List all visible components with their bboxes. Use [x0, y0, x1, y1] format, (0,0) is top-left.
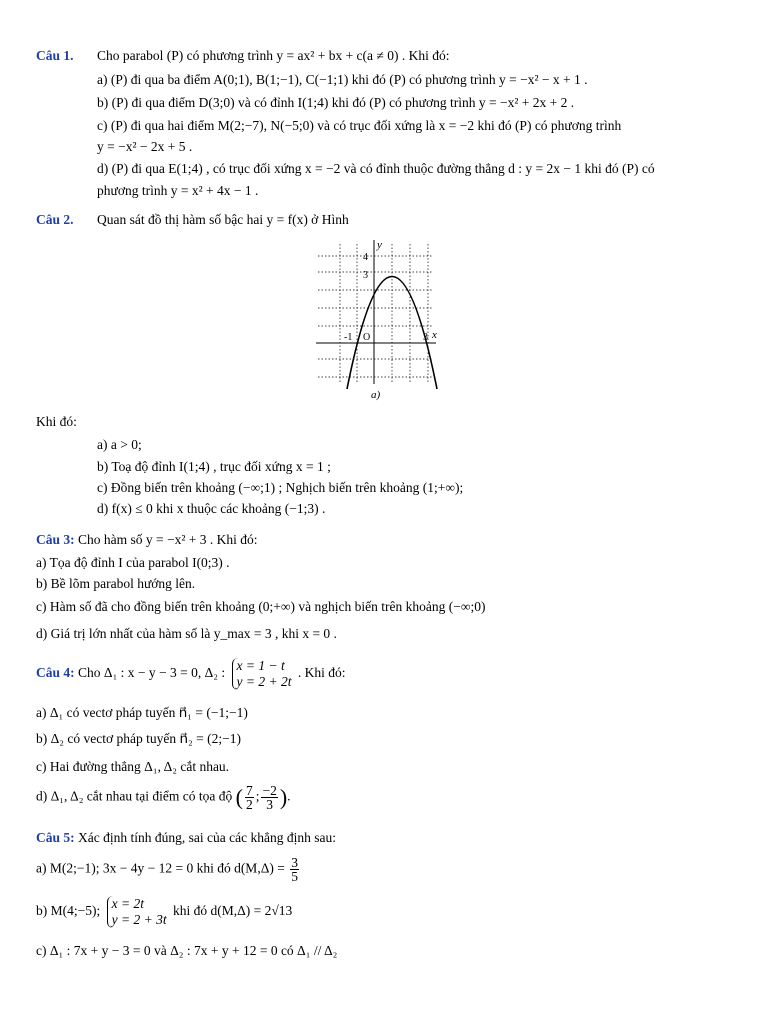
q3-option-d: d) Giá trị lớn nhất của hàm số là y_max = 3 , khi x = 0 .: [36, 626, 337, 641]
q1-option-b: b) (P) đi qua điểm D(3;0) và có đỉnh I(1;4) khi đó (P) có phương trình y = −x² + 2x + 2 .: [97, 95, 575, 110]
q2-option-a: a) a > 0;: [97, 437, 142, 452]
q3-stem: Cho hàm số y = −x² + 3 . Khi đó:: [78, 532, 258, 547]
q4-label: Câu 4:: [36, 665, 75, 681]
q2-header: [36, 212, 74, 228]
q2-option-d: d) f(x) ≤ 0 khi x thuộc các khoảng (−1;3) .: [97, 501, 326, 516]
tick-minus-1: -1: [344, 332, 353, 343]
q4-system: [232, 658, 292, 690]
q2-khi-do: Khi đó:: [36, 414, 77, 429]
q4-stem-pre: Cho Δ₁ : x − y − 3 = 0, Δ₂ :: [78, 665, 226, 681]
q5-b-sys-line1: x = 2t: [111, 896, 144, 911]
q3-label: Câu 3:: [36, 532, 75, 547]
q5-b-sys-line2: y = 2 + 3t: [111, 912, 167, 927]
q4-d-paren-open: (: [235, 784, 243, 810]
x-axis-label: x: [432, 329, 437, 341]
y-axis-label: y: [377, 239, 382, 251]
q3-option-a: a) Tọa độ đỉnh I của parabol I(0;3) .: [36, 555, 230, 570]
q1-label: Câu 1.: [36, 48, 74, 63]
q5-option-a: [36, 856, 301, 883]
q5-b-post: khi đó d(M,Δ) = 2√13: [172, 903, 293, 919]
q4-d-frac1: $\frac{7}{2}$: [245, 783, 253, 812]
q4-option-d: d) Δ₁, Δ₂ cắt nhau tại điểm có tọa độ ( $\frac{7}{2}$ ; $\frac{-2}{3}$ ).: [36, 783, 291, 812]
parabola-graph: [310, 234, 440, 404]
q1-option-c-line1: c) (P) đi qua hai điểm M(2;−7), N(−5;0) và có trục đối xứng là x = −2 khi đó (P) có phương trình: [97, 118, 622, 133]
q4-sys-line1: x = 1 − t: [236, 658, 285, 673]
q1-option-d-line1: d) (P) đi qua E(1;4) , có trục đối xứng x = −2 và có đỉnh thuộc đường thẳng d : y = 2x − 1 khi đó (P) có: [97, 161, 655, 176]
q5-option-b: [36, 896, 292, 928]
q4-option-b: b) Δ₂ có vectơ pháp tuyến n⃗₂ = (2;−1): [36, 731, 241, 746]
q2-label: Câu 2.: [36, 212, 74, 227]
q1-stem: Cho parabol (P) có phương trình y = ax² + bx + c(a ≠ 0) . Khi đó:: [97, 48, 450, 63]
q4-d-text: d) Δ₁, Δ₂ cắt nhau tại điểm có tọa độ: [36, 788, 233, 804]
q5-header: [36, 830, 336, 846]
q3-option-b: b) Bề lõm parabol hướng lên.: [36, 576, 196, 591]
tick-3: 3: [363, 270, 368, 281]
q2-option-c: c) Đồng biến trên khoảng (−∞;1) ; Nghịch biến trên khoảng (1;+∞);: [97, 480, 464, 495]
q5-b-pre: b) M(4;−5);: [36, 903, 101, 919]
q3-option-c: c) Hàm số đã cho đồng biến trên khoảng (0;+∞) và nghịch biến trên khoảng (−∞;0): [36, 599, 486, 614]
q4-option-c: c) Hai đường thẳng Δ₁, Δ₂ cắt nhau.: [36, 759, 230, 774]
q5-a-frac: $\frac{3}{5}$: [291, 855, 298, 884]
q5-b-system: [107, 896, 167, 928]
graph-caption: a): [371, 389, 381, 401]
q4-header: [36, 658, 346, 690]
q4-d-paren-close: ): [279, 784, 288, 810]
q5-option-c: c) Δ₁ : 7x + y − 3 = 0 và Δ₂ : 7x + y + 12 = 0 có Δ₁ // Δ₂: [36, 943, 338, 958]
q5-label: Câu 5:: [36, 830, 75, 845]
q4-stem-post: . Khi đó:: [297, 665, 346, 681]
q1-option-d-line2: phương trình y = x² + 4x − 1 .: [97, 183, 259, 198]
q2-option-b: b) Toạ độ đỉnh I(1;4) , trục đối xứng x = 1 ;: [97, 459, 331, 474]
q5-stem: Xác định tính đúng, sai của các khẳng định sau:: [78, 830, 336, 845]
tick-4: 4: [363, 252, 368, 263]
q4-option-a: a) Δ₁ có vectơ pháp tuyến n⃗₁ = (−1;−1): [36, 705, 248, 720]
tick-3-x: 3: [423, 332, 428, 343]
q1-header: [36, 48, 74, 64]
q5-a-text: a) M(2;−1); 3x − 4y − 12 = 0 khi đó d(M,Δ) =: [36, 860, 285, 876]
q3-header: [36, 532, 258, 548]
q4-sys-line2: y = 2 + 2t: [236, 674, 292, 689]
q2-stem: Quan sát đồ thị hàm số bậc hai y = f(x) ở Hình: [97, 212, 349, 227]
q4-d-frac2: $\frac{-2}{3}$: [262, 783, 277, 812]
origin-label: O: [363, 332, 371, 343]
q1-option-c-line2: y = −x² − 2x + 5 .: [97, 139, 193, 154]
q1-option-a: a) (P) đi qua ba điểm A(0;1), B(1;−1), C(−1;1) khi đó (P) có phương trình y = −x² − x + 1 .: [97, 72, 588, 87]
